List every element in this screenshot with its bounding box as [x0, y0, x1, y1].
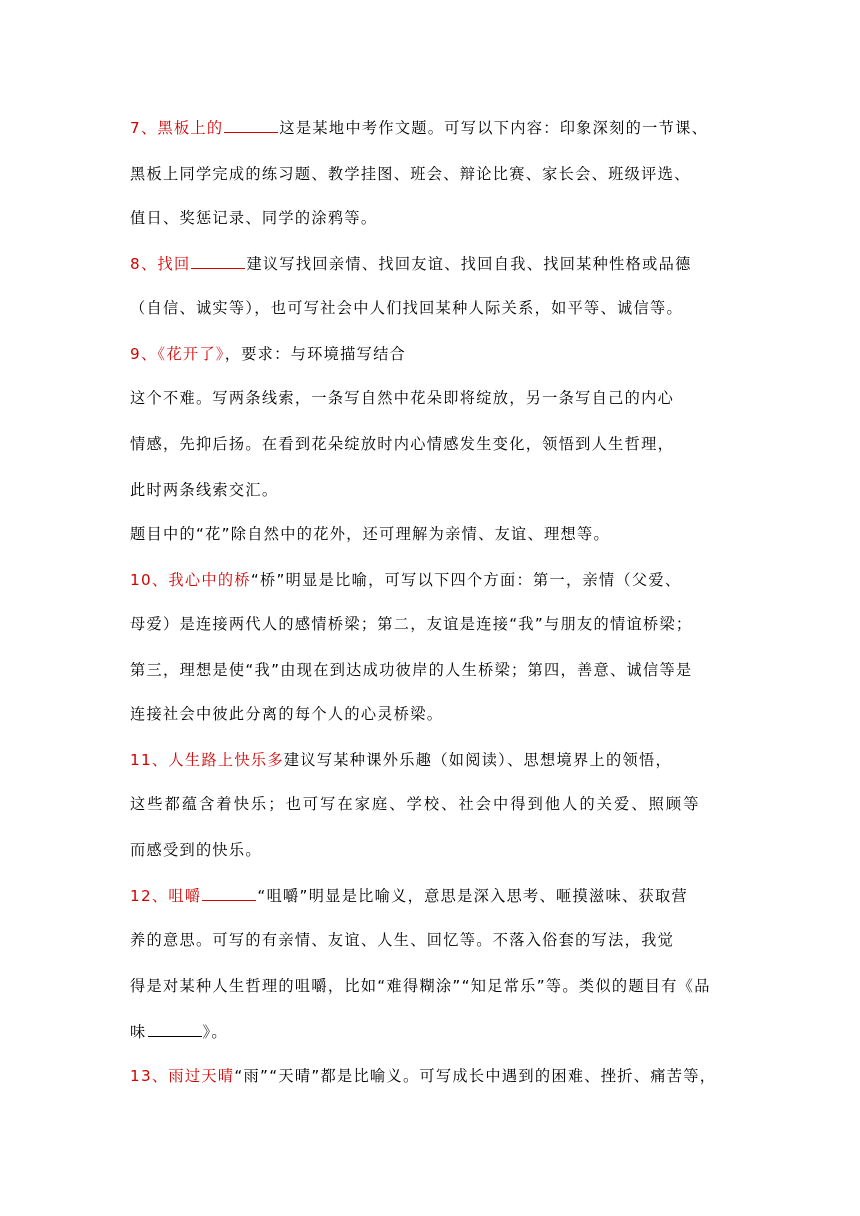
item-12-text-4b: 》。 [202, 1023, 228, 1041]
item-12-line-3: 得是对某种人生哲理的咀嚼，比如“难得糊涂”“知足常乐”等。类似的题目有《品 [130, 977, 711, 995]
item-10-title: 我心中的桥 [168, 571, 251, 589]
item-9-number: 9、 [130, 345, 158, 363]
item-11-title: 人生路上快乐多 [168, 751, 284, 769]
item-12-number: 12、 [130, 887, 169, 905]
item-8-text-1: 建议写找回亲情、找回友谊、找回自我、找回某种性格或品德 [246, 255, 692, 273]
item-11-line-3: 而感受到的快乐。 [130, 841, 262, 859]
item-12-line-4 [130, 1020, 740, 1044]
item-10-number: 10、 [130, 571, 169, 589]
item-7-text-1: 这是某地中考作文题。可写以下内容：印象深刻的一节课、 [279, 119, 709, 137]
item-12-text-4a: 味 [130, 1023, 147, 1041]
item-9-text-1: ，要求：与环境描写结合 [224, 345, 407, 363]
item-10-line-1 [130, 568, 740, 592]
item-13-title: 雨过天晴 [168, 1067, 235, 1085]
item-7-line-2: 黑板上同学完成的练习题、教学挂图、班会、辩论比赛、家长会、班级评选、 [130, 165, 691, 183]
item-13-text-1: “雨”“天晴”都是比喻义。可写成长中遇到的困难、挫折、痛苦等， [234, 1067, 717, 1085]
item-12-text-1: “咀嚼”明显是比喻义，意思是深入思考、咂摸滋味、获取营 [257, 887, 688, 905]
item-9-line-2: 这个不难。写两条线索，一条写自然中花朵即将绽放，另一条写自己的内心 [130, 389, 675, 407]
item-12-title: 咀嚼 [168, 887, 202, 905]
item-7-number: 7、 [130, 119, 158, 137]
item-10-text-1: “桥”明显是比喻，可写以下四个方面：第一，亲情（父爱、 [250, 571, 682, 589]
item-9-line-3: 情感，先抑后扬。在看到花朵绽放时内心情感发生变化，领悟到人生哲理， [130, 435, 675, 453]
item-10-line-3: 第三，理想是使“我”由现在到达成功彼岸的人生桥梁；第四，善意、诚信等是 [130, 661, 693, 679]
item-7-blank [224, 117, 278, 133]
item-8-blank [191, 253, 245, 269]
item-7-line-3: 值日、奖惩记录、同学的涂鸦等。 [130, 209, 378, 227]
item-12-line-2: 养的意思。可写的有亲情、友谊、人生、回忆等。不落入俗套的写法，我觉 [130, 931, 675, 949]
item-11-line-1 [130, 748, 740, 772]
item-12-blank-2 [148, 1021, 202, 1037]
item-13-number: 13、 [130, 1067, 169, 1085]
item-7-line-1 [130, 116, 740, 140]
item-9-line-1 [130, 342, 740, 366]
item-12-blank [202, 885, 256, 901]
item-11-line-2: 这些都蕴含着快乐；也可写在家庭、学校、社会中得到他人的关爱、照顾等 [130, 795, 701, 813]
item-11-text-1: 建议写某种课外乐趣（如阅读）、思想境界上的领悟， [283, 751, 672, 769]
item-9-title: 《花开了》 [157, 345, 225, 363]
item-11-number: 11、 [130, 751, 169, 769]
item-9-line-5: 题目中的“花”除自然中的花外，还可理解为亲情、友谊、理想等。 [130, 525, 610, 543]
item-12-line-1 [130, 884, 740, 908]
item-9-line-4: 此时两条线索交汇。 [130, 481, 279, 499]
item-8-number: 8、 [130, 255, 158, 273]
item-7-title: 黑板上的 [157, 119, 224, 137]
item-10-line-2: 母爱）是连接两代人的感情桥梁；第二，友谊是连接“我”与朋友的情谊桥梁； [130, 615, 693, 633]
item-13-line-1 [130, 1064, 740, 1088]
item-8-line-1 [130, 252, 740, 276]
item-10-line-4: 连接社会中彼此分离的每个人的心灵桥梁。 [130, 705, 444, 723]
item-8-title: 找回 [157, 255, 191, 273]
item-8-line-2: （自信、诚实等），也可写社会中人们找回某种人际关系，如平等、诚信等。 [130, 299, 683, 317]
